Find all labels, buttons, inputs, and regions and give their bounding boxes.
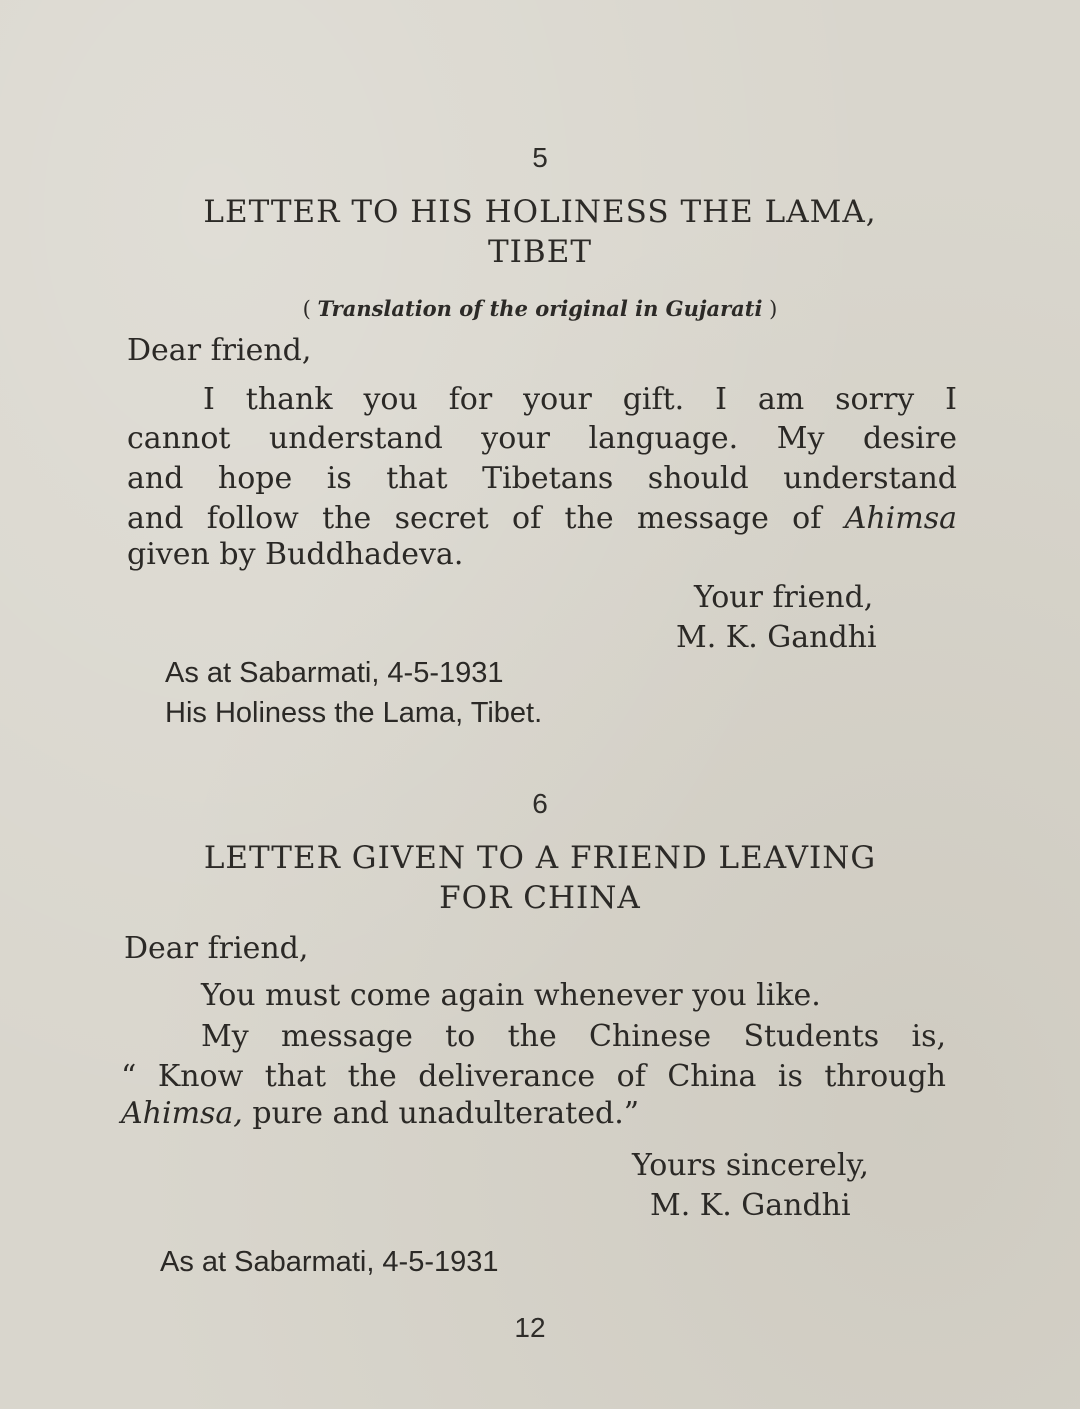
letter-6-body-line-2: My message to the Chinese Students is,: [201, 1019, 946, 1054]
letter-5-place-date: As at Sabarmati, 4-5-1931: [165, 657, 504, 689]
letter-6-body-line-3: “ Know that the deliverance of China is through: [121, 1059, 946, 1094]
letter-5-body-last: given by Buddhadeva.: [127, 537, 464, 572]
letter-5-ahimsa: Ahimsa: [844, 501, 957, 536]
letter-6-body-line-4: [121, 1096, 639, 1131]
letter-6-closing: Yours sincerely,: [632, 1148, 869, 1183]
letter-6-body-line-1: You must come again whenever you like.: [201, 978, 821, 1013]
letter-5-body-line-4-text: and follow the secret of the message of: [127, 501, 822, 536]
letter-5-recipient: His Holiness the Lama, Tibet.: [165, 697, 543, 729]
translation-note: [0, 296, 1080, 321]
letter-5-number: 5: [532, 142, 548, 173]
letter-6-ahimsa: Ahimsa,: [121, 1096, 243, 1131]
letter-6-body-line-4-rest: pure and unadulterated.”: [242, 1096, 640, 1131]
letter-5-title-line-1: LETTER TO HIS HOLINESS THE LAMA,: [203, 194, 877, 230]
letter-5-body-line-3: and hope is that Tibetans should understand: [127, 461, 957, 496]
letter-5-body-line-4: [127, 499, 957, 539]
letter-5-body-line-2: cannot understand your language. My desire: [127, 421, 957, 456]
letter-6-title-line-1: LETTER GIVEN TO A FRIEND LEAVING: [203, 840, 877, 876]
letter-5-signature: M. K. Gandhi: [676, 620, 877, 655]
letter-6-number: 6: [532, 788, 548, 819]
translation-note-text: Translation of the original in Gujarati: [317, 296, 763, 321]
letter-6-place-date: As at Sabarmati, 4-5-1931: [160, 1246, 499, 1278]
page-number: 12: [514, 1312, 546, 1343]
letter-5-salutation: Dear friend,: [127, 333, 312, 368]
letter-5-closing: Your friend,: [694, 580, 874, 615]
letter-6-title-line-2: FOR CHINA: [439, 880, 641, 916]
letter-6-salutation: Dear friend,: [124, 931, 309, 966]
translation-note-close: ): [762, 297, 778, 321]
letter-5-body-line-1: I thank you for your gift. I am sorry I: [203, 382, 957, 417]
letter-5-title-line-2: TIBET: [487, 234, 592, 270]
translation-note-open: (: [302, 297, 318, 321]
letter-6-signature: M. K. Gandhi: [650, 1188, 851, 1223]
